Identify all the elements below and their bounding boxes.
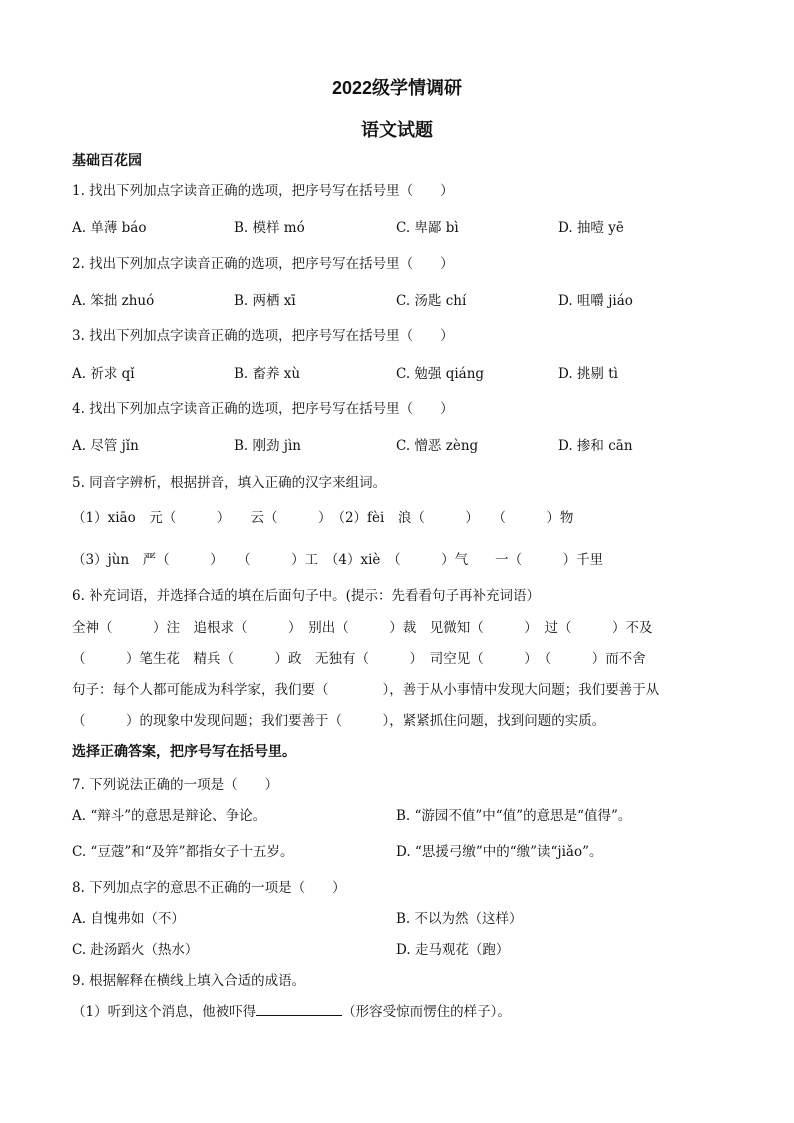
question-3-option-c: C. 勉强 qiáng <box>396 366 485 382</box>
question-2-option-b: B. 两栖 xī <box>234 293 296 309</box>
question-1-option-b: B. 模样 mó <box>234 220 305 236</box>
question-2-option-c: C. 汤匙 chí <box>396 293 467 309</box>
question-6-line-3: 句子：每个人都可能成为科学家，我们要（ ），善于从小事情中发现大问题；我们要善于从 <box>72 682 660 698</box>
section-heading-basics: 基础百花园 <box>72 153 142 169</box>
document-title: 2022级学情调研 <box>331 78 463 98</box>
question-7-option-d: D. “思援弓缴”中的“缴”读“jiǎo”。 <box>396 844 603 860</box>
question-5-stem: 5. 同音字辨析，根据拼音，填入正确的汉字来组词。 <box>72 475 387 491</box>
question-7-option-b: B. “游园不值”中“值”的意思是“值得”。 <box>396 808 632 824</box>
question-7-option-a: A. “辩斗”的意思是辩论、争论。 <box>72 808 267 824</box>
question-2-stem: 2. 找出下列加点字读音正确的选项，把序号写在括号里（ ） <box>72 256 454 272</box>
question-3-option-d: D. 挑剔 tì <box>558 366 618 382</box>
question-5-line-2: （3）jùn 严（ ） （ ）工 （4）xiè （ ）气 一（ ）千里 <box>72 552 604 568</box>
question-1-stem: 1. 找出下列加点字读音正确的选项，把序号写在括号里（ ） <box>72 183 454 199</box>
question-1-option-c: C. 卑鄙 bì <box>396 220 459 236</box>
question-4-stem: 4. 找出下列加点字读音正确的选项，把序号写在括号里（ ） <box>72 401 454 417</box>
question-9-stem: 9. 根据解释在横线上填入合适的成语。 <box>72 973 306 989</box>
question-2-option-d: D. 咀嚼 jiáo <box>558 293 633 309</box>
question-9-part-1 <box>72 1003 511 1021</box>
question-3-option-a: A. 祈求 qǐ <box>72 366 135 382</box>
question-6-line-2: （ ）笔生花 精兵（ ）政 无独有（ ） 司空见（ ） （ ）而不舍 <box>72 651 646 667</box>
question-8-option-c: C. 赴汤蹈火（热水） <box>72 942 199 958</box>
question-6-stem: 6. 补充词语，并选择合适的填在后面句子中。(提示：先看看句子再补充词语） <box>72 588 540 604</box>
question-1-option-d: D. 抽噎 yē <box>558 220 624 236</box>
question-9-part-1-before: （1）听到这个消息，他被吓得 <box>72 1004 257 1020</box>
question-1-option-a: A. 单薄 báo <box>72 220 147 236</box>
question-8-stem: 8. 下列加点字的意思不正确的一项是（ ） <box>72 880 346 896</box>
answer-blank[interactable] <box>256 1003 342 1016</box>
question-4-option-b: B. 刚劲 jìn <box>234 438 301 454</box>
question-7-stem: 7. 下列说法正确的一项是（ ） <box>72 777 279 793</box>
question-5-line-1: （1）xiāo 元（ ） 云（ ） （2）fèi 浪（ ） （ ）物 <box>72 510 574 526</box>
document-subtitle: 语文试题 <box>361 120 433 140</box>
question-4-option-d: D. 掺和 cān <box>558 438 633 454</box>
question-7-option-c: C. “豆蔻”和“及笄”都指女子十五岁。 <box>72 844 294 860</box>
question-3-stem: 3. 找出下列加点字读音正确的选项，把序号写在括号里（ ） <box>72 328 454 344</box>
section-heading-choice: 选择正确答案，把序号写在括号里。 <box>72 744 296 760</box>
question-6-line-4: （ ）的现象中发现问题；我们要善于（ ），紧紧抓住问题，找到问题的实质。 <box>72 713 606 729</box>
question-2-option-a: A. 笨拙 zhuó <box>72 293 155 309</box>
question-8-option-b: B. 不以为然（这样） <box>396 911 523 927</box>
question-9-part-1-after: （形容受惊而愣住的样子）。 <box>342 1004 511 1020</box>
question-4-option-a: A. 尽管 jǐn <box>72 438 139 454</box>
question-8-option-a: A. 自愧弗如（不） <box>72 911 185 927</box>
question-4-option-c: C. 憎恶 zèng <box>396 438 479 454</box>
question-3-option-b: B. 畜养 xù <box>234 366 301 382</box>
question-8-option-d: D. 走马观花（跑） <box>396 942 510 958</box>
question-6-line-1: 全神（ ）注 追根求（ ） 别出（ ）裁 见微知（ ） 过（ ）不及 <box>72 620 653 636</box>
